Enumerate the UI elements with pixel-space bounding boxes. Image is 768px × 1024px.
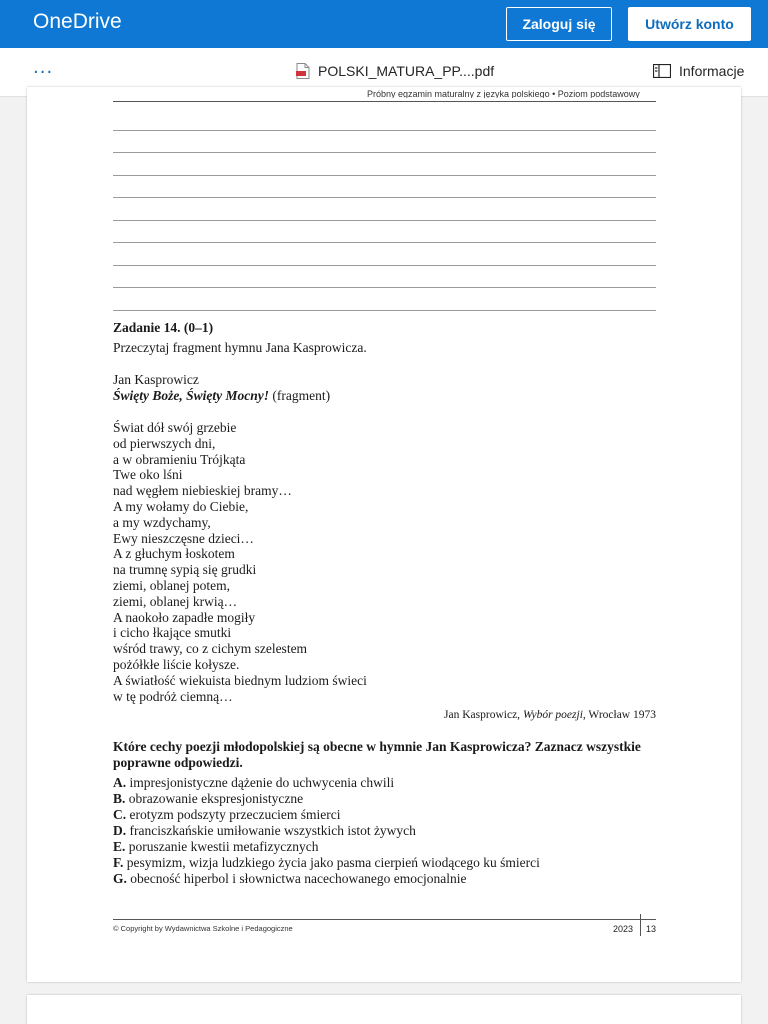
poem-line: ziemi, oblanej potem,: [113, 577, 230, 593]
answer-line: [113, 220, 656, 221]
next-pdf-page: [27, 995, 741, 1024]
poem-line: nad węgłem niebieskiej bramy…: [113, 483, 292, 499]
poem-line: wśród trawy, co z cichym szelestem: [113, 641, 308, 657]
poem-author: Jan Kasprowicz: [113, 372, 199, 387]
pdf-file-icon: [296, 63, 310, 79]
info-label: Informacje: [679, 63, 745, 79]
login-button[interactable]: Zaloguj się: [506, 7, 612, 41]
answer-line: [113, 101, 656, 102]
document-viewer[interactable]: [0, 89, 768, 1024]
question-text: Które cechy poezji młodopolskiej są obecne w hymnie Jan Kasprowicza? Zaznacz wszystkie poprawne odpowiedzi.: [113, 739, 641, 770]
poem-line: a w obramieniu Trójkąta: [113, 451, 246, 467]
source-title: Wybór poezji: [522, 709, 583, 721]
answer-option: A. impresjonistyczne dążenie do uchwycenia chwili: [113, 775, 395, 790]
poem-title-suffix: (fragment): [272, 388, 331, 403]
answer-option: F. pesymizm, wizja ludzkiego życia jako pasma cierpień wiodącego ku śmierci: [113, 855, 540, 870]
poem-line: i cicho łkające smutki: [113, 625, 232, 641]
poem-line: A światłość wiekuista biednym ludziom świeci: [113, 672, 367, 688]
poem-line: A z głuchym łoskotem: [113, 546, 235, 562]
poem-line: A my wołamy do Ciebie,: [113, 498, 249, 514]
top-bar: [0, 0, 768, 48]
answer-option: B. obrazowanie ekspresjonistyczne: [113, 791, 304, 806]
footer-year: 2023: [613, 924, 634, 934]
poem-line: Twe oko lśni: [113, 467, 183, 483]
pdf-page: [27, 87, 741, 982]
file-name: [296, 63, 494, 79]
answer-line: [113, 197, 656, 198]
poem-line: A naokoło zapadłe mogiły: [113, 609, 256, 625]
answer-options: [113, 775, 540, 887]
answer-line: [113, 310, 656, 311]
poem-line: w tę podróż ciemną…: [113, 688, 233, 704]
poem-line: Świat dół swój grzebie: [113, 420, 237, 435]
poem-title: [113, 388, 330, 404]
poem-title-text: Święty Boże, Święty Mocny!: [113, 388, 269, 403]
answer-line: [113, 152, 656, 153]
source-place: , Wrocław 1973: [582, 709, 656, 721]
file-name-label: POLSKI_MATURA_PP....pdf: [318, 63, 495, 79]
info-button[interactable]: [653, 63, 744, 79]
copyright-notice: © Copyright by Wydawnictwa Szkolne i Pedagogiczne: [113, 924, 293, 933]
page-number: 13: [646, 924, 657, 934]
answer-line: [113, 130, 656, 131]
poem-line: Ewy nieszczęsne dzieci…: [113, 530, 254, 546]
more-options-icon[interactable]: ···: [33, 62, 54, 83]
task-title: Zadanie 14. (0–1): [113, 320, 214, 335]
answer-option: G. obecność hiperbol i słownictwa nacechowanego emocjonalnie: [113, 871, 467, 886]
poem-line: ziemi, oblanej krwią…: [113, 593, 238, 609]
onedrive-logo[interactable]: OneDrive: [33, 10, 122, 33]
poem-line: pożółkłe liście kołysze.: [113, 656, 240, 672]
footer-rule: [113, 919, 656, 920]
poem-line: na trumnę sypią się grudki: [113, 562, 257, 578]
answer-option: D. franciszkańskie umiłowanie wszystkich istot żywych: [113, 823, 416, 838]
source-author: Jan Kasprowicz,: [444, 709, 521, 721]
answer-line: [113, 287, 656, 288]
poem-text: [113, 420, 367, 704]
poem-line: od pierwszych dni,: [113, 435, 216, 451]
answer-line: [113, 242, 656, 243]
page-number-divider: [640, 914, 641, 936]
answer-option: C. erotyzm podszyty przeczuciem śmierci: [113, 807, 341, 822]
poem-line: a my wzdychamy,: [113, 514, 211, 530]
answer-line: [113, 175, 656, 176]
task-intro: Przeczytaj fragment hymnu Jana Kasprowicza.: [113, 340, 367, 355]
answer-option: E. poruszanie kwestii metafizycznych: [113, 839, 319, 854]
info-panel-icon: [653, 64, 671, 78]
source-citation: [444, 709, 656, 721]
running-head: Próbny egzamin maturalny z języka polskiego • Poziom podstawowy: [367, 89, 640, 98]
create-account-button[interactable]: Utwórz konto: [628, 7, 751, 41]
answer-line: [113, 265, 656, 266]
